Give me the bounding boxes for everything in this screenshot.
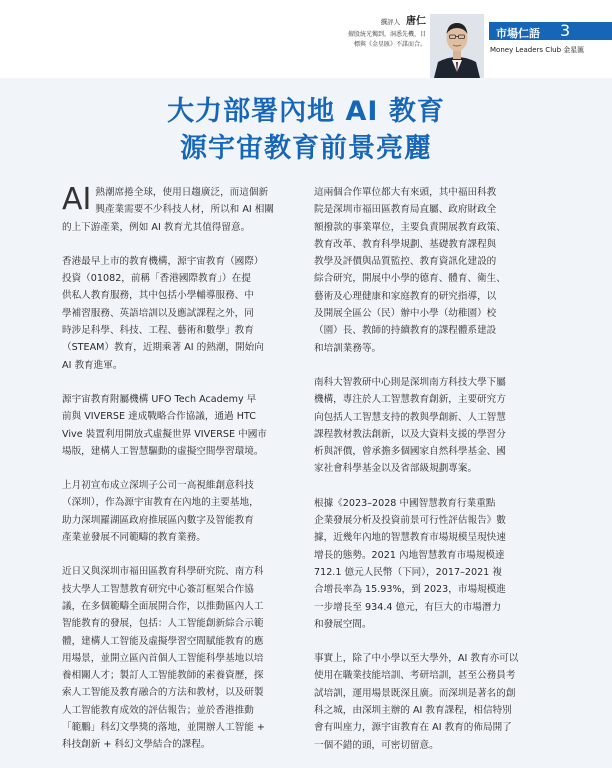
- text-line: 家社會科學基金以及省部級規劃專案。: [314, 463, 478, 475]
- article-title-line1: 大力部署內地 AI 教育: [167, 96, 445, 127]
- page-number: 3: [560, 21, 571, 40]
- text-line: 一個不錯的頭，可密切留意。: [314, 739, 439, 751]
- text-line: 議，在多個範疇全面展開合作，以推動區內人工: [62, 600, 264, 612]
- text-line: 人工智能教育成效的評估報告；並於香港推動: [62, 704, 254, 716]
- drop-cap: AI: [62, 182, 92, 217]
- paragraph: [62, 253, 296, 374]
- text-line: 科技創新 + 科幻文學結合的課程。: [62, 739, 211, 751]
- text-line: 析與評價，曾承擔多個國家自然科學基金、國: [314, 446, 506, 458]
- text-line: 智能教育的發展，包括：人工智能創新綜合示範: [62, 618, 264, 630]
- text-line: 一步增長至 934.4 億元，有巨大的市場潛力: [314, 601, 502, 613]
- text-line: 藝術及心理健康和家庭教育的研究指導，以: [314, 290, 497, 302]
- text-line: 產業並發展不同範疇的教育業務。: [62, 532, 206, 544]
- text-line: 索人工智能及教育融合的方法和教材，以及研製: [62, 687, 264, 699]
- text-line: 養相關人才；製訂人工智能教師的素養資歷，探: [62, 670, 264, 682]
- text-line: 課程教材教法創新，以及大資料支援的學習分: [314, 428, 506, 440]
- paragraph: [314, 650, 550, 754]
- text-line: 據，近幾年內地的智慧教育市場規模呈現快速: [314, 532, 506, 544]
- text-line: 南科大智教研中心則是深圳南方科技大學下屬: [314, 376, 506, 388]
- author-portrait-illustration: [430, 14, 484, 78]
- text-line: 企業發展分析及投資前景可行性評估報告》數: [314, 515, 506, 527]
- text-line: 源宇宙教育附屬機構 UFO Tech Academy 早: [62, 393, 257, 405]
- text-line: 學補習服務、英語培訓以及應試課程之外，同: [62, 307, 254, 319]
- text-line: 向包括人工智慧支持的教與學創新、人工智慧: [314, 411, 506, 423]
- text-line: 增長的態勢。2021 內地智慧教育市場規模達: [314, 549, 505, 561]
- text-line: Vive 裝置利用開放式虛擬世界 VIVERSE 中國市: [62, 428, 267, 440]
- paragraph: [62, 391, 296, 460]
- paragraph: [62, 184, 296, 236]
- text-line: 香港最早上市的教育機構，源宇宙教育（國際）: [62, 255, 264, 267]
- text-line: 科之城，由深圳主辦的 AI 教育課程，相信特別: [314, 705, 512, 717]
- text-line: 前與 VIVERSE 達成戰略合作協議，通過 HTC: [62, 411, 256, 423]
- text-line: 場版，建構人工智慧驅動的虛擬空間學習環境。: [62, 445, 264, 457]
- text-line: 「範鵬」科幻文學獎的落地，並開辦人工智能 +: [62, 722, 265, 734]
- author-desc-line: 擅股統光獨到，洞悉先機，目: [347, 31, 426, 38]
- author-desc-line: 標與《金星匯》不謀而合。: [353, 41, 426, 48]
- text-line: 和發展空間。: [314, 618, 372, 630]
- author-info: [318, 12, 426, 50]
- text-line: 教學及評價與品質監控、教育資訊化建設的: [314, 256, 497, 268]
- paragraph: [62, 563, 296, 753]
- text-line: 合增長率為 15.93%，到 2023，市場規模進: [314, 584, 506, 596]
- article-column-right: [314, 184, 550, 771]
- text-line: 教育改革、教育科學規劃、基礎教育課程與: [314, 238, 497, 250]
- text-line: 用場景，並開立區內首個人工智能科學基地以培: [62, 652, 264, 664]
- text-line: （STEAM）教育，近期乘著 AI 的熱潮，開始向: [62, 342, 264, 354]
- article-column-left: [62, 184, 296, 771]
- text-line: 熱潮席捲全球，使用日趨廣泛，而這個新: [95, 187, 269, 198]
- paragraph: [62, 477, 296, 546]
- text-line: 時涉足科學、科技、工程、藝術和數學」教育: [62, 325, 254, 337]
- text-line: AI 教育進軍。: [62, 359, 123, 371]
- text-line: 這兩個合作單位都大有來頭，其中福田科教: [314, 187, 497, 198]
- article-title-line2: 源宇宙教育前景亮麗: [180, 133, 432, 164]
- text-line: （園）長、教師的持續教育的課程體系建設: [314, 325, 497, 337]
- text-line: 試培訓，運用場景既深且廣。而深圳是著名的創: [314, 687, 516, 699]
- paragraph: [314, 184, 550, 357]
- page-header: [0, 0, 612, 78]
- text-line: 及開展全區公（民）辦中小學（幼稚園）校: [314, 308, 497, 320]
- text-line: 近日又與深圳市福田區教育科學研究院、南方科: [62, 566, 264, 578]
- paragraph: [314, 495, 550, 633]
- author-portrait: [430, 14, 484, 78]
- text-line: 興產業需要不少科技人材，所以和 AI 相關: [95, 204, 274, 216]
- text-line: 和培訓業務等。: [314, 342, 382, 354]
- text-line: 供私人教育服務，其中包括小學輔導服務、中: [62, 290, 254, 302]
- text-line: 根據《2023–2028 中國智慧教育行業重點: [314, 497, 496, 509]
- publication-name: Money Leaders Club 金星匯: [490, 46, 585, 54]
- text-line: 體，建構人工智能及虛擬學習空間賦能教育的應: [62, 635, 264, 647]
- text-line: 投資（01082，前稱「香港國際教育」）在提: [62, 273, 251, 285]
- author-name: 唐仁: [406, 16, 426, 27]
- text-line: 事實上，除了中小學以至大學外，AI 教育亦可以: [314, 653, 519, 665]
- author-role: 撰評人: [380, 18, 401, 26]
- text-line: 技大學人工智慧教育研究中心簽訂框架合作協: [62, 583, 254, 595]
- text-line: 綜合研究，開展中小學的德育、體育、衛生、: [314, 273, 506, 285]
- paragraph: [314, 374, 550, 478]
- text-line: 712.1 億元人民幣（下同），2017–2021 複: [314, 566, 502, 578]
- text-line: （深圳），作為源宇宙教育在內地的主要基地，: [62, 497, 259, 509]
- text-line: 助力深圳羅湖區政府推展區內數字及智能教育: [62, 514, 254, 526]
- text-line: 會有叫座力，源宇宙教育在 AI 教育的佈局開了: [314, 722, 512, 734]
- section-title: 市場仁語: [496, 27, 540, 40]
- text-line: 院是深圳市福田區教育局直屬、政府財政全: [314, 204, 497, 216]
- author-description: [318, 30, 426, 50]
- text-line: 上月初宣布成立深圳子公司一高視維創意科技: [62, 480, 254, 492]
- text-line: 機構，專注於人工智慧教育創新，主要研究方: [314, 394, 506, 406]
- text-line: 額撥款的事業單位，主要負責開展教育政策、: [314, 221, 506, 233]
- text-line: 使用在職業技能培訓、考研培訓，甚至公務員考: [314, 670, 516, 682]
- text-line: 的上下游產業，例如 AI 教育尤其值得留意。: [62, 221, 251, 233]
